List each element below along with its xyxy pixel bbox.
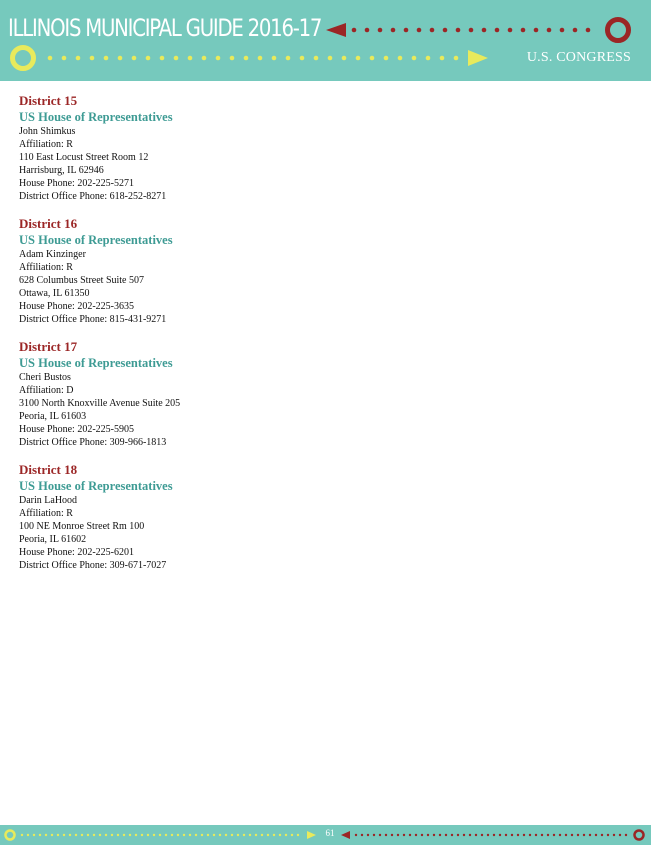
district-entry [19, 462, 439, 572]
yellow-dotted-line [48, 56, 459, 61]
district-name: District 17 [19, 339, 78, 354]
district-entry [19, 93, 439, 203]
house-phone: House Phone: 202-225-6201 [19, 547, 134, 558]
affiliation: Affiliation: R [19, 139, 73, 150]
house-phone: House Phone: 202-225-5905 [19, 424, 134, 435]
page-number: 61 [325, 828, 335, 838]
city-state-zip: Peoria, IL 61603 [19, 411, 87, 422]
affiliation: Affiliation: R [19, 508, 73, 519]
street-address: 100 NE Monroe Street Rm 100 [19, 521, 145, 532]
city-state-zip: Harrisburg, IL 62946 [19, 165, 104, 176]
red-dotted-line [352, 28, 591, 33]
street-address: 628 Columbus Street Suite 507 [19, 275, 144, 286]
office-title: US House of Representatives [19, 479, 173, 493]
district-entry [19, 216, 439, 326]
section-title: U.S. CONGRESS [526, 50, 631, 65]
representative-name: John Shimkus [19, 126, 76, 137]
district-office-phone: District Office Phone: 618-252-8271 [19, 191, 167, 202]
page-footer [0, 825, 651, 845]
yellow-arrow-right-icon [307, 831, 316, 839]
red-dotted-line [355, 834, 627, 836]
office-title: US House of Representatives [19, 233, 173, 247]
house-phone: House Phone: 202-225-3635 [19, 301, 134, 312]
district-office-phone: District Office Phone: 309-671-7027 [19, 560, 167, 571]
district-name: District 16 [19, 216, 78, 231]
representative-name: Darin LaHood [19, 495, 78, 506]
red-ring-icon [608, 20, 629, 41]
yellow-dotted-line [21, 834, 299, 836]
city-state-zip: Ottawa, IL 61350 [19, 288, 90, 299]
representative-name: Cheri Bustos [19, 372, 71, 383]
district-list [19, 93, 439, 585]
office-title: US House of Representatives [19, 110, 173, 124]
affiliation: Affiliation: D [19, 385, 74, 396]
district-office-phone: District Office Phone: 309-966-1813 [19, 437, 167, 448]
affiliation: Affiliation: R [19, 262, 73, 273]
district-entry [19, 339, 439, 449]
yellow-ring-icon [6, 831, 15, 840]
street-address: 3100 North Knoxville Avenue Suite 205 [19, 398, 181, 409]
red-arrow-left-icon [326, 23, 346, 37]
yellow-ring-icon [13, 48, 34, 69]
street-address: 110 East Locust Street Room 12 [19, 152, 149, 163]
district-name: District 15 [19, 93, 78, 108]
house-phone: House Phone: 202-225-5271 [19, 178, 134, 189]
district-name: District 18 [19, 462, 78, 477]
city-state-zip: Peoria, IL 61602 [19, 534, 87, 545]
red-arrow-left-icon [341, 831, 350, 839]
office-title: US House of Representatives [19, 356, 173, 370]
yellow-arrow-right-icon [468, 50, 488, 66]
district-office-phone: District Office Phone: 815-431-9271 [19, 314, 167, 325]
red-ring-icon [635, 831, 644, 840]
representative-name: Adam Kinzinger [19, 249, 86, 260]
guide-title: ILLINOIS MUNICIPAL GUIDE 2016-17 [8, 14, 322, 42]
page-header [0, 0, 651, 81]
